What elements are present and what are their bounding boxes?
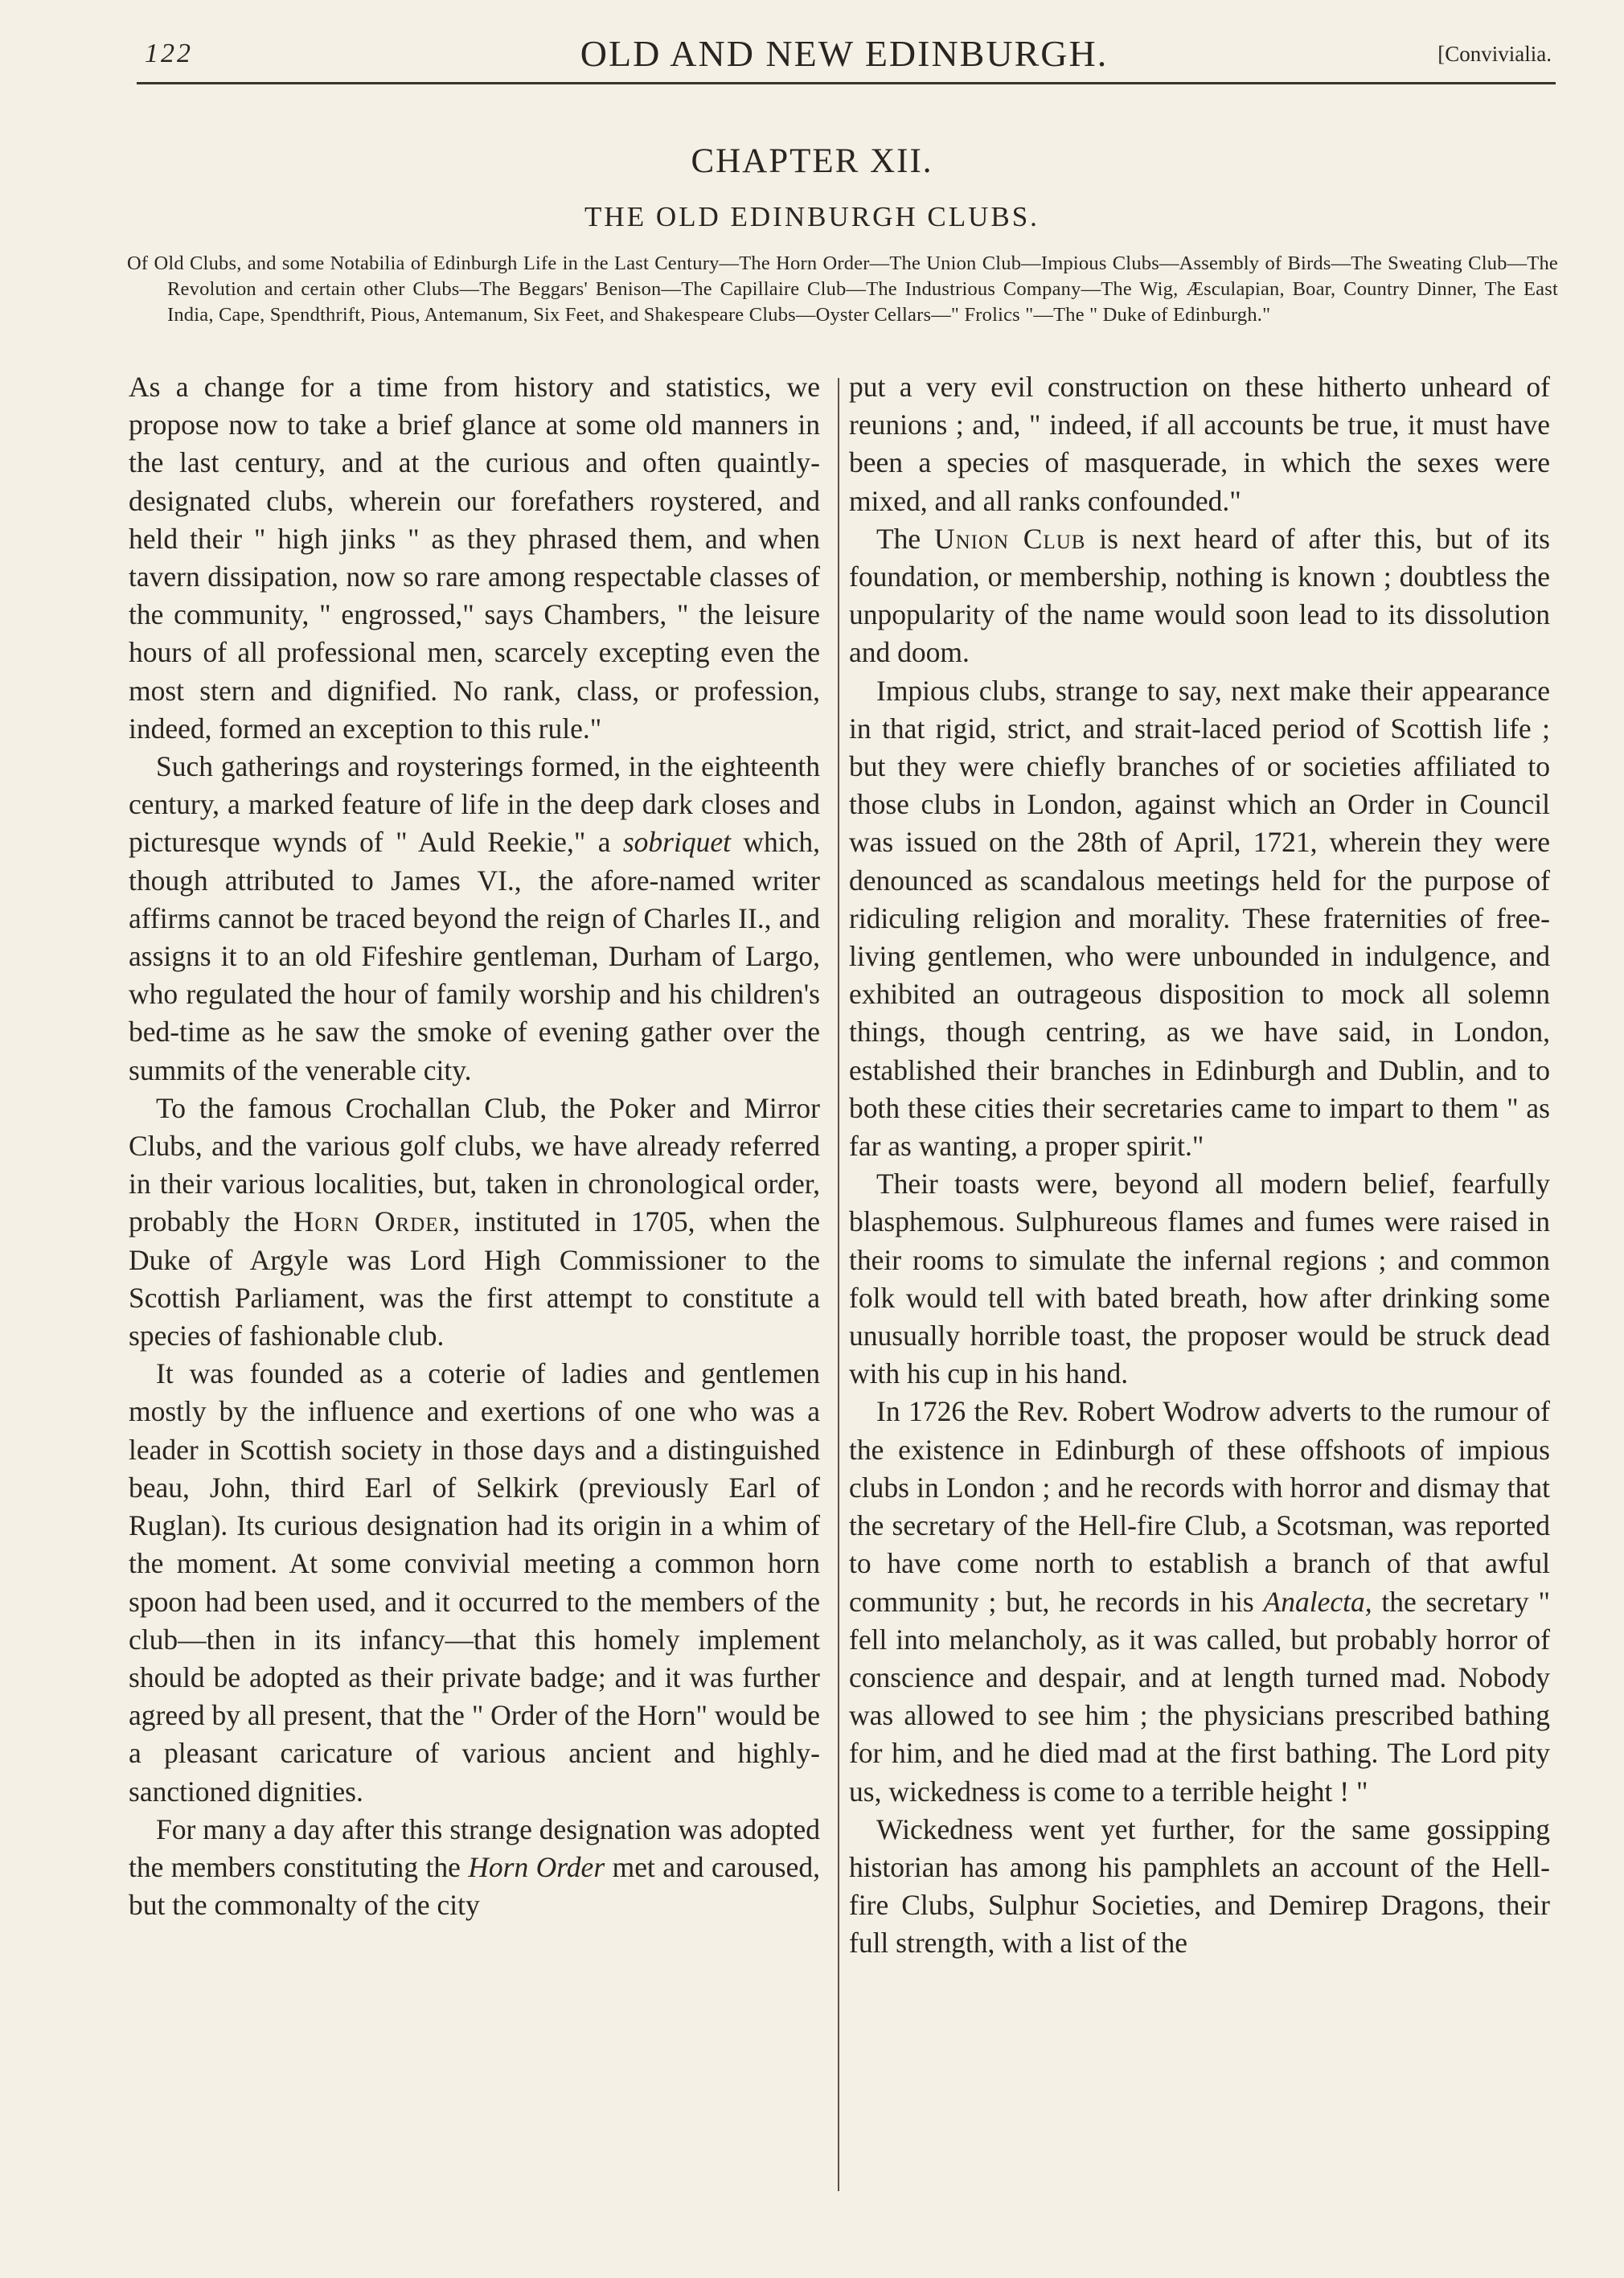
text-run: , instituted in 1705, when the Duke of Argyle was Lord High Commissioner to the Scottish Parliament, was the first attempt to constitute a species of fashionable club. (129, 1205, 821, 1352)
chapter-number: CHAPTER XII. (691, 142, 933, 180)
small-caps-term: Horn Order (293, 1205, 453, 1238)
paragraph: Their toasts were, beyond all modern belief, fearfully blasphemous. Sulphureous flames and fumes were raised in their rooms to simulate the infernal regions ; and common folk would tell with bated breath, how after drinking some unusually horrible toast, the proposer would be struck dead with his cup in his hand. (849, 1168, 1550, 1390)
chapter-synopsis: Of Old Clubs, and some Notabilia of Edinburgh Life in the Last Century—The Horn Order—The Union Club—Impious Clubs—Assembly of Birds—The Sweating Club—The Revolution and certain other Clubs—The Beggars' Benison—The Capillaire Club—The Industrious Company—The Wig, Æsculapian, Boar, Country Dinner, The East India, Cape, Spendthrift, Pious, Antemanum, Six Feet, and Shakespeare Clubs—Oyster Cellars—" Frolics "—The " Duke of Edinburgh." (127, 252, 1558, 326)
right-column (849, 368, 1550, 1963)
running-section: [Convivialia. (1437, 42, 1552, 66)
text-run: For many a day after this strange designation was adopted the members constituting the (129, 1812, 820, 1883)
paragraph: Wickedness went yet further, for the same gossipping historian has among his pamphlets an account of the Hell-fire Clubs, Sulphur Societies, and Demirep Dragons, their full strength, with a list of the (849, 1812, 1550, 1960)
paragraph (129, 1090, 820, 1355)
text-run: Such gatherings and roysterings formed, in the eighteenth century, a marked feature of life in the deep dark closes and picturesque wynds of " Auld Reekie," a (129, 750, 820, 859)
left-column (129, 368, 820, 1924)
text-run: the secretary " fell into melancholy, as it was called, but probably horror of conscience and despair, and at length turned mad. Nobody was allowed to see him ; the physicians prescribed bathing for him, and he died mad at the first bathing. The Lord pity us, wickedness is come to a terrible height ! " (849, 1585, 1550, 1808)
paragraph (129, 748, 820, 1090)
small-caps-term: Union Club (933, 522, 1086, 555)
italic-term: Horn Order (468, 1850, 605, 1883)
page-number: 122 (145, 39, 193, 68)
italic-term: sobriquet (622, 826, 731, 859)
paragraph (849, 1393, 1550, 1810)
paragraph (129, 1811, 820, 1925)
text-run: The (876, 522, 934, 555)
chapter-title: THE OLD EDINBURGH CLUBS. (584, 201, 1040, 232)
paragraph: put a very evil construction on these hitherto unheard of reunions ; and, " indeed, if all accounts be true, it must have been a species of masquerade, in which the sexes were mixed, and all ranks confounded." (849, 371, 1550, 517)
text-run: which, though attributed to James VI., the afore-named writer affirms cannot be traced beyond the reign of Charles II., and assigns it to an old Fifeshire gentleman, Durham of Largo, who regulated the hour of family worship and his children's bed-time as he saw the smoke of evening gather over the summits of the venerable city. (129, 826, 820, 1086)
paragraph: As a change for a time from history and statistics, we propose now to take a brief glance at some old manners in the last century, and at the curious and often quaintly-designated clubs, wherein our forefathers roystered, and held their " high jinks " as they phrased them, and when tavern dissipation, now so rare among respectable classes of the community, " engrossed," says Chambers, " the leisure hours of all professional men, scarcely excepting even the most stern and dignified. No rank, class, or profession, indeed, formed an exception to this rule." (129, 371, 820, 745)
header-rule (137, 82, 1556, 84)
paragraph: It was founded as a coterie of ladies and gentlemen mostly by the influence and exertions of one who was a leader in Scottish society in those days and a distinguished beau, John, third Earl of Selkirk (previously Earl of Ruglan). Its curious designation had its origin in a whim of the moment. At some convivial meeting a common horn spoon had been used, and it occurred to the members of the club—then in its infancy—that this homely implement should be adopted as their private badge; and it was further agreed by all present, that the " Order of the Horn" would be a pleasant caricature of various ancient and highly-sanctioned dignities. (129, 1357, 820, 1808)
text-run: met and caroused, but the commonalty of the city (129, 1850, 820, 1922)
paragraph: Impious clubs, strange to say, next make their appearance in that rigid, strict, and strait-laced period of Scottish life ; but they were chiefly branches of or societies affiliated to those clubs in London, against which an Order in Council was issued on the 28th of April, 1721, wherein they were denounced as scandalous meetings held for the purpose of ridiculing religion and morality. These fraternities of free-living gentlemen, who were unbounded in indulgence, and exhibited an outrageous disposition to mock all solemn things, though centring, as we have said, in London, established their branches in Edinburgh and Dublin, and to both these cities their secretaries came to impart to them " as far as wanting, a proper spirit." (849, 674, 1550, 1163)
text-run: In 1726 the Rev. Robert Wodrow adverts to the rumour of the existence in Edinburgh of these offshoots of impious clubs in London ; and he records with horror and dismay that the secretary of the Hell-fire Club, a Scotsman, was reported to have come north to establish a branch of that awful community ; but, he records in his (849, 1395, 1550, 1618)
column-rule (838, 378, 839, 2191)
running-title: OLD AND NEW EDINBURGH. (580, 33, 1109, 74)
running-head (137, 29, 1552, 77)
italic-term: Analecta, (1263, 1585, 1372, 1618)
text-run: To the famous Crochallan Club, the Poker and Mirror Clubs, and the various golf clubs, we have already referred in their various localities, but, taken in chronological order, probably the (129, 1091, 820, 1238)
text-run: is next heard of after this, but of its foundation, or membership, nothing is known ; doubtless the unpopularity of the name would soon lead to its dissolution and doom. (849, 522, 1550, 669)
paragraph (849, 520, 1550, 672)
